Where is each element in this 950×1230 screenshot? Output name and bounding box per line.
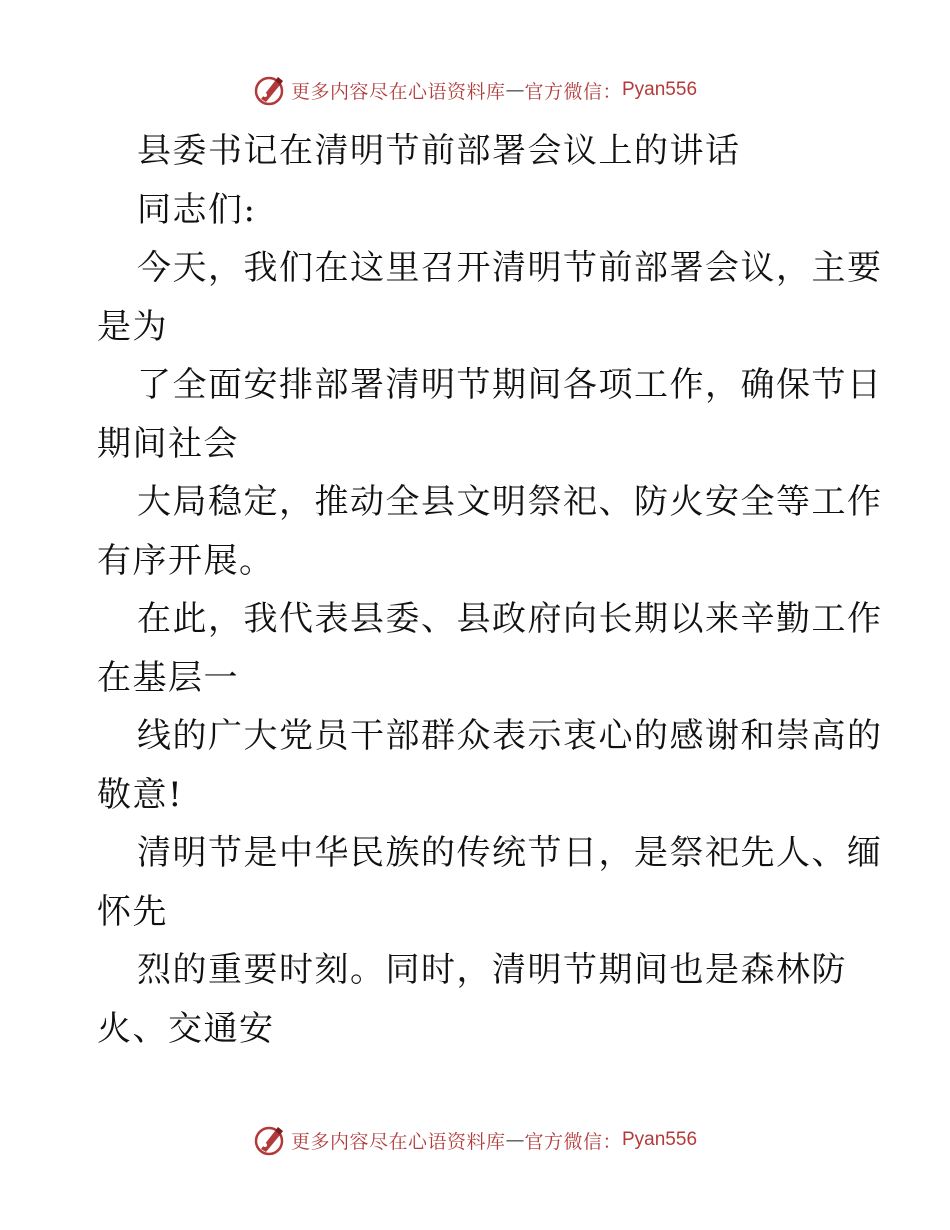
paragraph-line: 大局稳定，推动全县文明祭祀、防火安全等工作 (137, 482, 883, 522)
watermark-wechat-account: Pyan556 (622, 79, 698, 100)
paragraph-line: 同志们: (137, 189, 257, 230)
watermark-dash: — (505, 1129, 525, 1151)
pen-logo-icon (253, 1123, 287, 1157)
paragraph-line: 有序开展。 (97, 540, 275, 581)
watermark-dash: — (505, 79, 525, 101)
paragraph-line: 火、交通安 (97, 1008, 275, 1049)
footer-watermark (0, 1120, 950, 1160)
paragraph-line: 清明节是中华民族的传统节日，是祭祀先人、缅 (137, 833, 883, 873)
paragraph-line: 在此，我代表县委、县政府向长期以来辛勤工作 (137, 599, 883, 639)
header-watermark (0, 70, 950, 110)
paragraph-line: 线的广大党员干部群众表示衷心的感谢和崇高的 (137, 716, 883, 756)
watermark-wechat-label: 官方微信： (524, 1130, 622, 1153)
watermark-wechat-label: 官方微信： (524, 80, 622, 103)
paragraph-line: 烈的重要时刻。同时，清明节期间也是森林防 (137, 950, 847, 990)
paragraph-line: 是为 (97, 306, 168, 347)
document-title: 县委书记在清明节前部署会议上的讲话 (137, 131, 741, 171)
paragraph-line: 期间社会 (97, 423, 239, 464)
paragraph-line: 了全面安排部署清明节期间各项工作，确保节日 (137, 365, 883, 405)
pen-logo-icon (253, 73, 287, 107)
paragraph-line: 怀先 (97, 891, 168, 932)
paragraph-line: 今天，我们在这里召开清明节前部署会议，主要 (137, 248, 883, 288)
watermark-text: 更多内容尽在心语资料库 (290, 80, 506, 103)
watermark-wechat-account: Pyan556 (622, 1129, 698, 1150)
paragraph-line: 在基层一 (97, 657, 239, 698)
paragraph-line: 敬意! (97, 774, 184, 815)
document-body (97, 122, 883, 1058)
watermark-text: 更多内容尽在心语资料库 (290, 1130, 506, 1153)
